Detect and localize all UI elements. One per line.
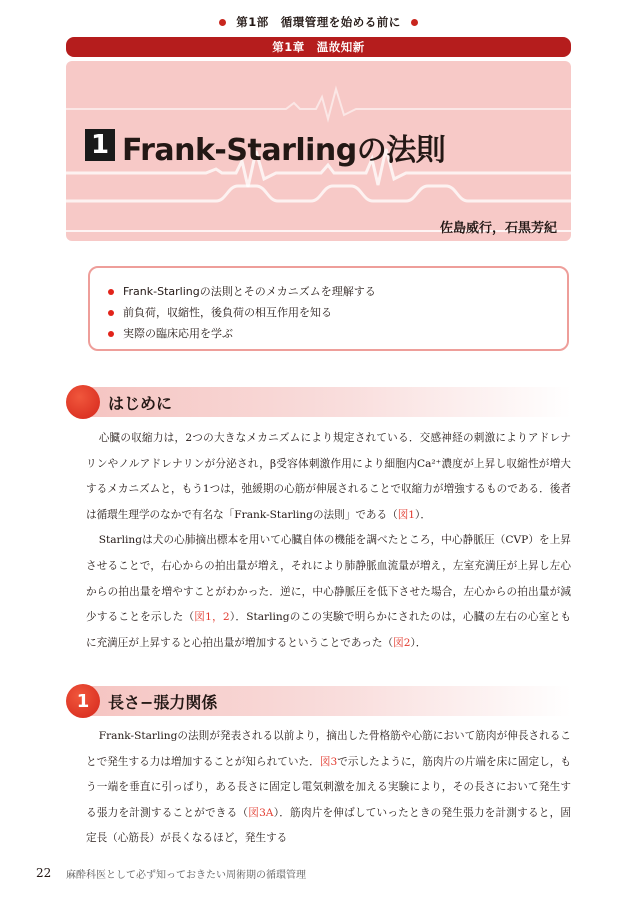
title-block — [66, 61, 571, 241]
objective-item — [108, 323, 567, 344]
paragraph-text: ）．筋肉片を伸ばしていったときの発生張力を計測すると，固定長（心筋長）が長くなるほど，発生する — [86, 806, 572, 845]
figure-reference-link[interactable]: 図3A — [248, 806, 274, 819]
paragraph — [86, 724, 571, 852]
title-number-badge: 1 — [85, 129, 115, 161]
section-marker-circle: 1 — [66, 684, 100, 718]
figure-reference-link[interactable]: 図3 — [319, 755, 338, 768]
authors: 佐島威行，石黒芳紀 — [439, 221, 557, 236]
section-header-introduction — [66, 387, 571, 417]
paragraph-text: Starlingは犬の心肺摘出標本を用いて心臓自体の機能を調べたところ，中心静脈圧（CVP）を上昇させることで，右心からの拍出量が増え，それにより肺静脈血流量が増え，左室充満圧が上昇し左心からの拍出量を増やすことがわかった．逆に，中心静脈圧を低下させた場合，左心からの拍出量が減少することを示した（ — [86, 534, 571, 624]
part-label — [205, 13, 432, 31]
section-body-length-tension — [86, 724, 571, 852]
page-number: 22 — [36, 866, 52, 880]
chapter-bar — [66, 37, 571, 57]
part-label-text: 第1部 循環管理を始める前に — [236, 15, 401, 29]
objective-item — [108, 302, 567, 323]
paragraph-text: ）． — [410, 636, 427, 649]
objectives-list — [90, 268, 567, 344]
figure-reference-link[interactable]: 図1 — [397, 508, 416, 521]
section-body-introduction — [86, 426, 571, 656]
section-title: はじめに — [108, 394, 173, 413]
paragraph-text: で示したように，筋肉片の片端を床に固定し，もう一端を垂直に引っぱり，ある長さに固定し電気刺激を加える実験により，その長さにおいて発生する張力を計測することができる（ — [86, 755, 571, 819]
chapter-label: 第1章 温故知新 — [272, 40, 365, 54]
section-title: 長さ−張力関係 — [108, 693, 218, 712]
paragraph — [86, 528, 571, 656]
paragraph — [86, 426, 571, 528]
objective-text: 前負荷，収縮性，後負荷の相互作用を知る — [123, 306, 332, 319]
bullet-icon — [108, 331, 114, 337]
paragraph-text: Frank-Starlingの法則が発表される以前より，摘出した骨格筋や心筋において筋肉が伸長されることで発生する力は増加することが知られていた． — [86, 730, 571, 768]
objective-text: Frank-Starlingの法則とそのメカニズムを理解する — [123, 285, 376, 298]
bullet-icon — [108, 310, 114, 316]
part-label-left-dot — [219, 19, 226, 26]
part-label-right-dot — [411, 19, 418, 26]
paragraph-text: 心臓の収縮力は，2つの大きなメカニズムにより規定されている．交感神経の刺激によりアドレナリンやノルアドレナリンが分泌され，β受容体刺激作用により細胞内Ca²⁺濃度が上昇し収縮性が増大するメカニズムと，もう1つは，弛緩期の心筋が伸展されることで収縮力が増強するものである．後者は循環生理学のなかで有名な「Frank-Starlingの法則」である（ — [86, 432, 571, 521]
paragraph-text: ）．Starlingのこの実験で明らかにされたのは，心臓の左右の心室ともに充満圧が上昇すると心拍出量が増加するということであった（ — [86, 611, 571, 649]
paragraph-text: ）． — [415, 508, 431, 521]
objective-text: 実際の臨床応用を学ぶ — [123, 327, 233, 340]
page-title: Frank-Starlingの法則 — [122, 133, 446, 168]
bullet-icon — [108, 289, 114, 295]
figure-reference-link[interactable]: 図1，2 — [194, 611, 230, 624]
figure-reference-link[interactable]: 図2 — [393, 636, 411, 649]
objectives-box — [88, 266, 569, 351]
book-title: 麻酔科医として必ず知っておきたい周術期の循環管理 — [66, 870, 306, 881]
section-header-length-tension — [66, 686, 571, 716]
section-marker-circle — [66, 385, 100, 419]
objective-item — [108, 281, 567, 302]
